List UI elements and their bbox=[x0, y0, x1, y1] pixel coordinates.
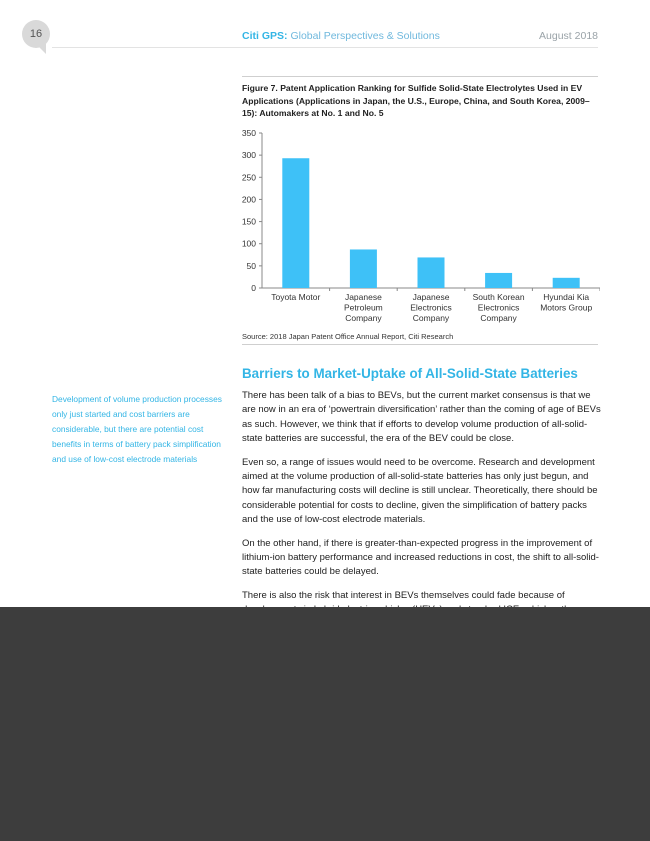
bar bbox=[418, 257, 445, 288]
y-tick-label: 350 bbox=[241, 128, 256, 138]
header-brand bbox=[242, 30, 440, 42]
dark-overlay-panel bbox=[0, 607, 650, 841]
page-badge-tail bbox=[36, 44, 46, 54]
y-tick-label: 50 bbox=[246, 260, 256, 271]
body-paragraph: There is also the risk that interest in BEVs themselves could fade because of bbox=[242, 589, 565, 601]
patent-ranking-bar-chart bbox=[230, 126, 600, 330]
y-tick-label: 150 bbox=[241, 216, 256, 227]
y-tick-label: 300 bbox=[241, 150, 256, 161]
y-tick-label: 0 bbox=[251, 283, 256, 293]
bar bbox=[282, 158, 309, 288]
header-divider bbox=[52, 47, 598, 48]
x-tick-label: South Korean Electronics Company bbox=[472, 292, 525, 323]
figure-source: Source: 2018 Japan Patent Office Annual Report, Citi Research bbox=[242, 332, 454, 341]
page-number: 16 bbox=[29, 28, 43, 40]
x-tick-label: Hyundai Kia Motors Group bbox=[540, 292, 593, 313]
header-date: August 2018 bbox=[539, 30, 598, 42]
body-paragraph: Even so, a range of issues would need to be overcome. Research and development aimed at the volume production of all-solid-state batteries has only just begun, and how far manufacturing costs will decline is still unclear. Theoretically, there should be considerable potential for costs to decline, given the simplification of battery packs and the use of low-cost electrode materials. bbox=[242, 456, 598, 526]
x-tick-label: Japanese Electronics Company bbox=[410, 292, 452, 323]
x-tick-label: Japanese Petroleum Company bbox=[344, 292, 383, 323]
figure-top-rule bbox=[242, 76, 598, 77]
bar bbox=[350, 249, 377, 288]
y-tick-label: 100 bbox=[241, 238, 256, 249]
figure-bottom-rule bbox=[242, 344, 598, 345]
body-paragraph: On the other hand, if there is greater-than-expected progress in the improvement of lithium-ion battery performance and increased reductions in cost, the shift to all-solid-state batteries could be delayed. bbox=[242, 537, 599, 578]
body-text bbox=[242, 389, 602, 641]
body-paragraph: There has been talk of a bias to BEVs, but the current market consensus is that we are now in an era of ‘powertrain diversification’ rather than the coming of age of BEVs as such. However, we think that if efforts to develop volume production of all-solid-state batteries are successful, the era of the BEV could be close. bbox=[242, 390, 601, 445]
brand-citi-gps: Citi GPS: bbox=[242, 30, 288, 42]
y-tick-label: 250 bbox=[241, 172, 256, 183]
figure-title: Figure 7. Patent Application Ranking for Sulfide Solid-State Electrolytes Used in EV Applications (Applications in Japan, the U.S., Europe, China, and South Korea, 2009–15): Automakers at No. 1 and No. 5 bbox=[242, 83, 590, 118]
section-title: Barriers to Market-Uptake of All-Solid-State Batteries bbox=[242, 366, 578, 381]
y-tick-label: 200 bbox=[241, 194, 256, 205]
sidebar-note: Development of volume production processes only just started and cost barriers are considerable, but there are potential cost benefits in terms of battery pack simplification and use of low-cost electrode materials bbox=[52, 394, 222, 464]
x-tick-label: Toyota Motor bbox=[271, 292, 321, 302]
bar bbox=[485, 273, 512, 288]
bar bbox=[553, 278, 580, 288]
brand-subtitle: Global Perspectives & Solutions bbox=[290, 30, 440, 42]
